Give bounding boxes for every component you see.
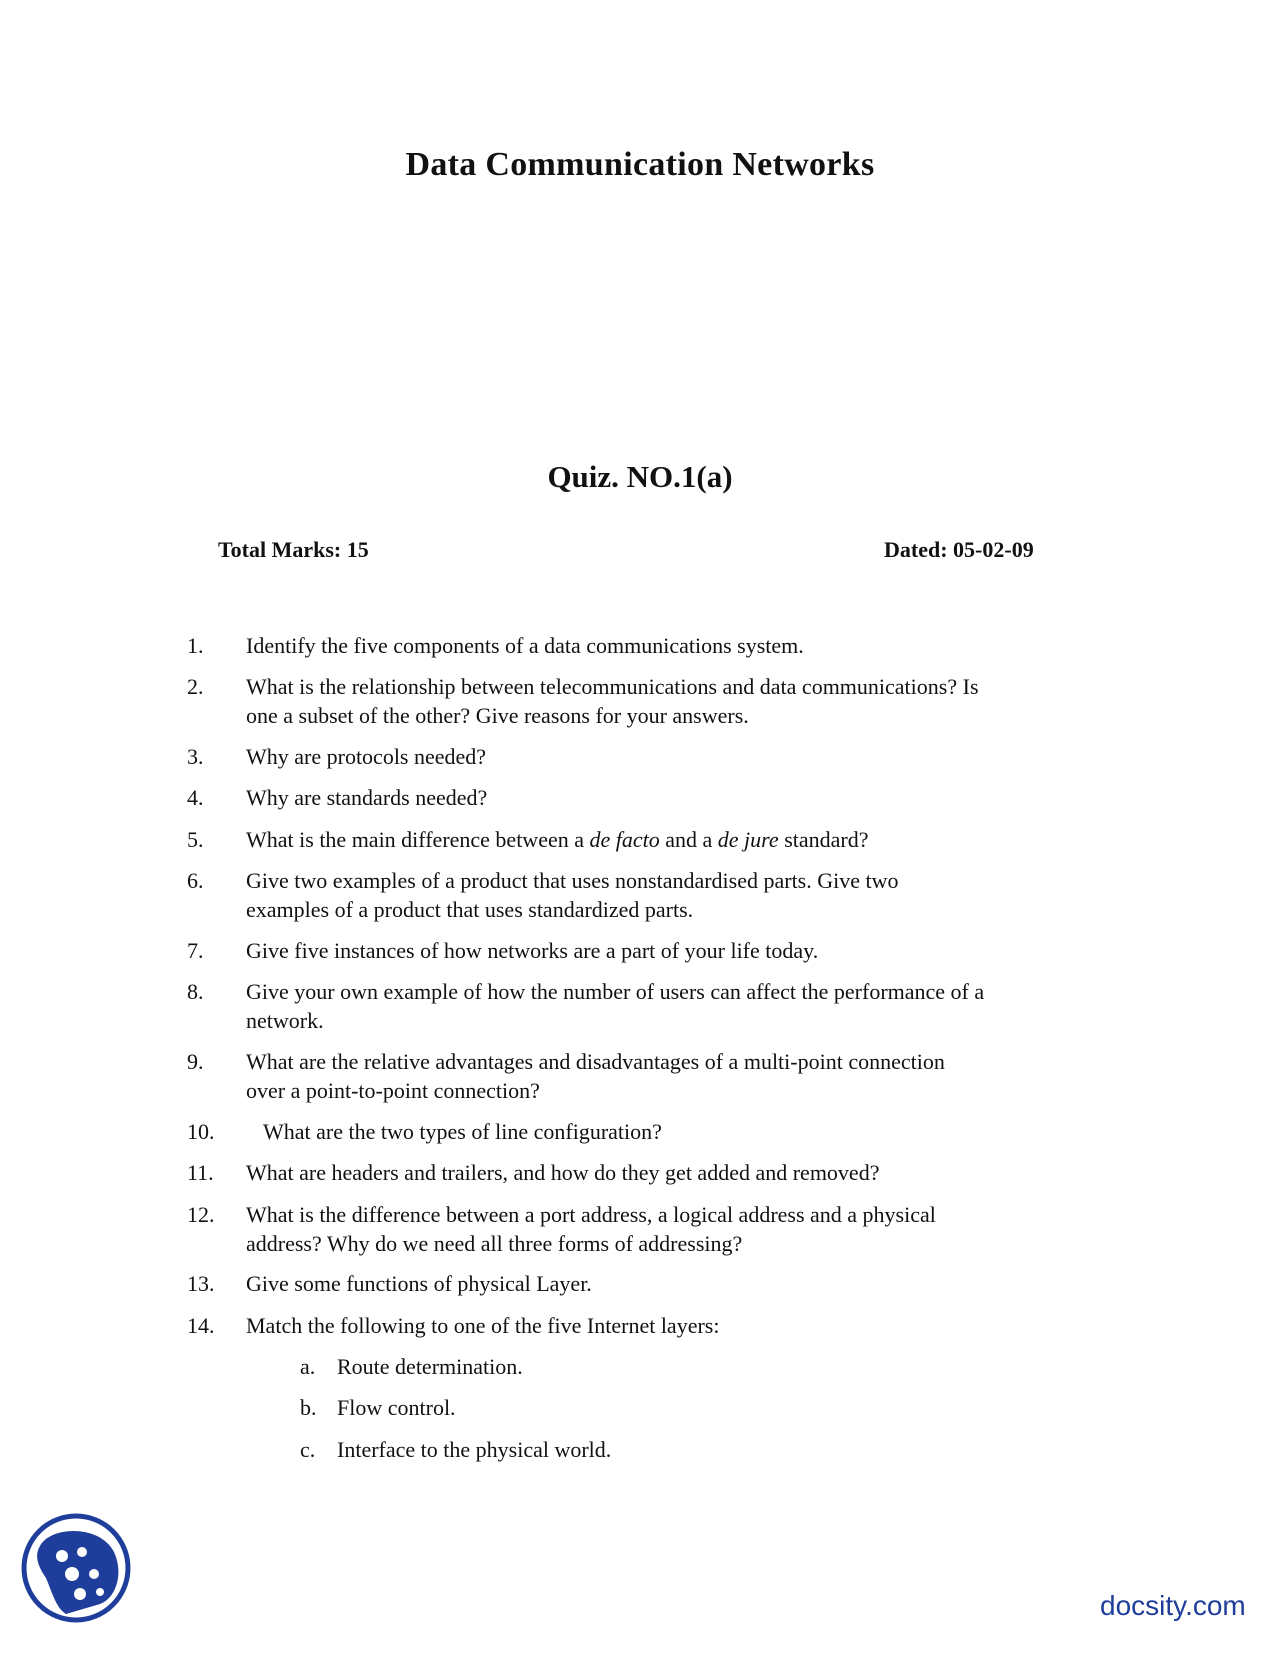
question-text — [246, 977, 1086, 1035]
question-text — [246, 866, 1086, 924]
question-line: What is the difference between a port address, a logical address and a physical — [246, 1202, 936, 1227]
emphasis-de-facto: de facto — [589, 827, 660, 852]
question-line: What are the relative advantages and disadvantages of a multi-point connection — [246, 1049, 945, 1074]
question-text-part: and a — [659, 827, 718, 852]
question-text — [246, 825, 1086, 854]
question-text — [246, 1047, 1086, 1105]
dated: Dated: 05-02-09 — [884, 537, 1034, 562]
question-text — [246, 672, 1086, 730]
subitem-letter: b. — [300, 1395, 317, 1420]
question-number: 6. — [187, 868, 204, 893]
question-text: Give five instances of how networks are a part of your life today. — [246, 938, 819, 963]
question-text: Identify the five components of a data communications system. — [246, 633, 804, 658]
question-line: one a subset of the other? Give reasons for your answers. — [246, 703, 749, 728]
question-number: 1. — [187, 633, 204, 658]
question-text: What are the two types of line configuration? — [263, 1119, 662, 1144]
question-line: network. — [246, 1008, 324, 1033]
question-line: What is the relationship between telecommunications and data communications? Is — [246, 674, 979, 699]
question-line: Give two examples of a product that uses nonstandardised parts. Give two — [246, 868, 899, 893]
question-number: 8. — [187, 979, 204, 1004]
question-line: Give your own example of how the number of users can affect the performance of a — [246, 979, 985, 1004]
question-number: 13. — [187, 1271, 215, 1296]
question-number: 5. — [187, 827, 204, 852]
question-number: 10. — [187, 1119, 215, 1144]
subitem-text: Interface to the physical world. — [337, 1437, 612, 1462]
question-number: 3. — [187, 744, 204, 769]
total-marks: Total Marks: 15 — [218, 537, 369, 562]
question-text: Why are standards needed? — [246, 785, 488, 810]
subitem-text: Route determination. — [337, 1354, 523, 1379]
question-number: 14. — [187, 1313, 215, 1338]
docsity-logo-icon[interactable] — [20, 1512, 132, 1624]
question-text — [246, 1200, 1086, 1258]
question-number: 7. — [187, 938, 204, 963]
subitem-text: Flow control. — [337, 1395, 456, 1420]
quiz-title: Quiz. NO.1(a) — [547, 459, 733, 494]
question-number: 9. — [187, 1049, 204, 1074]
subitem-letter: c. — [300, 1437, 316, 1462]
question-text: Why are protocols needed? — [246, 744, 487, 769]
question-text-part: standard? — [778, 827, 869, 852]
docsity-brand-link[interactable]: docsity.com — [1100, 1590, 1246, 1621]
question-number: 4. — [187, 785, 204, 810]
question-text-part: What is the main difference between a — [246, 827, 590, 852]
question-text: Give some functions of physical Layer. — [246, 1271, 592, 1296]
question-number: 11. — [187, 1160, 214, 1185]
question-text: Match the following to one of the five Internet layers: — [246, 1313, 720, 1338]
question-line: address? Why do we need all three forms of addressing? — [246, 1231, 743, 1256]
document-title: Data Communication Networks — [405, 146, 875, 183]
question-number: 12. — [187, 1202, 215, 1227]
question-line: examples of a product that uses standardized parts. — [246, 897, 694, 922]
question-text: What are headers and trailers, and how do they get added and removed? — [246, 1160, 880, 1185]
question-number: 2. — [187, 674, 204, 699]
question-line: over a point-to-point connection? — [246, 1078, 540, 1103]
emphasis-de-jure: de jure — [717, 827, 779, 852]
subitem-letter: a. — [300, 1354, 316, 1379]
